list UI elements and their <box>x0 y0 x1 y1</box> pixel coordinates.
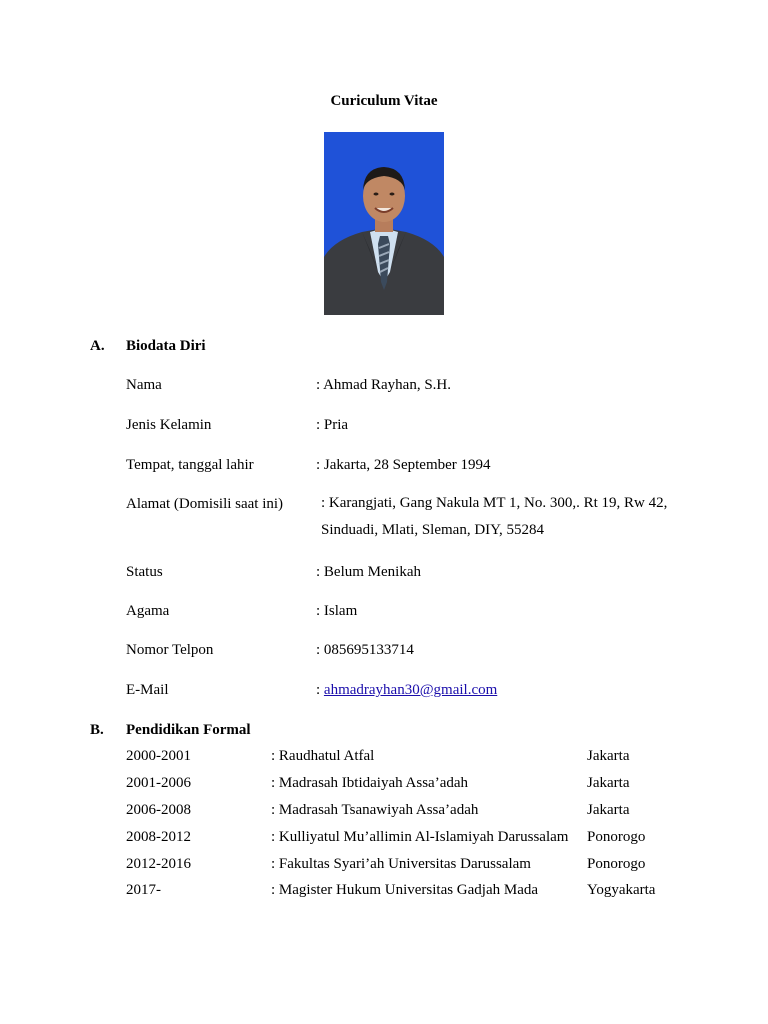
biodata-label: Nomor Telpon <box>126 642 214 658</box>
biodata-value: : Pria <box>316 417 349 433</box>
education-row <box>126 856 726 876</box>
education-city: Yogyakarta <box>587 882 656 898</box>
biodata-value: : 085695133714 <box>316 642 414 658</box>
document-title: Curiculum Vitae <box>330 93 438 109</box>
biodata-value: : Ahmad Rayhan, S.H. <box>316 377 451 393</box>
education-row <box>126 775 726 795</box>
address-line-2: Sinduadi, Mlati, Sleman, DIY, 55284 <box>321 522 545 538</box>
education-institution: : Madrasah Tsanawiyah Assa’adah <box>271 802 479 818</box>
education-row <box>126 748 726 768</box>
section-b-letter: B. <box>90 722 104 738</box>
section-a-heading <box>90 338 206 355</box>
education-row <box>126 882 726 902</box>
profile-photo <box>324 132 444 315</box>
education-years: 2000-2001 <box>126 748 191 764</box>
education-institution: : Raudhatul Atfal <box>271 748 375 764</box>
biodata-label: Alamat (Domisili saat ini) <box>126 496 284 512</box>
section-a-title: Biodata Diri <box>126 338 206 354</box>
biodata-label: Nama <box>126 377 162 393</box>
email-link[interactable]: ahmadrayhan30@gmail.com <box>323 682 498 698</box>
education-years: 2017- <box>126 882 161 898</box>
section-a-letter: A. <box>90 338 105 354</box>
biodata-label: Tempat, tanggal lahir <box>126 457 254 473</box>
education-row <box>126 802 726 822</box>
biodata-value: : Belum Menikah <box>316 564 421 580</box>
education-years: 2012-2016 <box>126 856 191 872</box>
biodata-label: Status <box>126 564 163 580</box>
biodata-value <box>316 682 497 699</box>
biodata-value: : Islam <box>316 603 358 619</box>
biodata-value <box>321 490 667 544</box>
education-years: 2001-2006 <box>126 775 191 791</box>
biodata-value: : Jakarta, 28 September 1994 <box>316 457 491 473</box>
biodata-label: E-Mail <box>126 682 169 698</box>
biodata-label: Agama <box>126 603 170 619</box>
education-city: Ponorogo <box>587 856 646 872</box>
education-institution: : Kulliyatul Mu’allimin Al-Islamiyah Darussalam <box>271 829 569 845</box>
section-b-title: Pendidikan Formal <box>126 722 251 738</box>
education-city: Ponorogo <box>587 829 646 845</box>
education-city: Jakarta <box>587 802 630 818</box>
education-institution: : Fakultas Syari’ah Universitas Darussalam <box>271 856 531 872</box>
education-years: 2006-2008 <box>126 802 191 818</box>
education-years: 2008-2012 <box>126 829 191 845</box>
education-institution: : Madrasah Ibtidaiyah Assa’adah <box>271 775 469 791</box>
education-city: Jakarta <box>587 748 630 764</box>
biodata-label: Jenis Kelamin <box>126 417 212 433</box>
section-b-heading <box>90 722 251 739</box>
education-institution: : Magister Hukum Universitas Gadjah Mada <box>271 882 539 898</box>
address-line-1: : Karangjati, Gang Nakula MT 1, No. 300,. Rt 19, Rw 42, <box>321 495 668 511</box>
education-city: Jakarta <box>587 775 630 791</box>
email-prefix: : <box>316 682 324 698</box>
education-row <box>126 829 726 849</box>
